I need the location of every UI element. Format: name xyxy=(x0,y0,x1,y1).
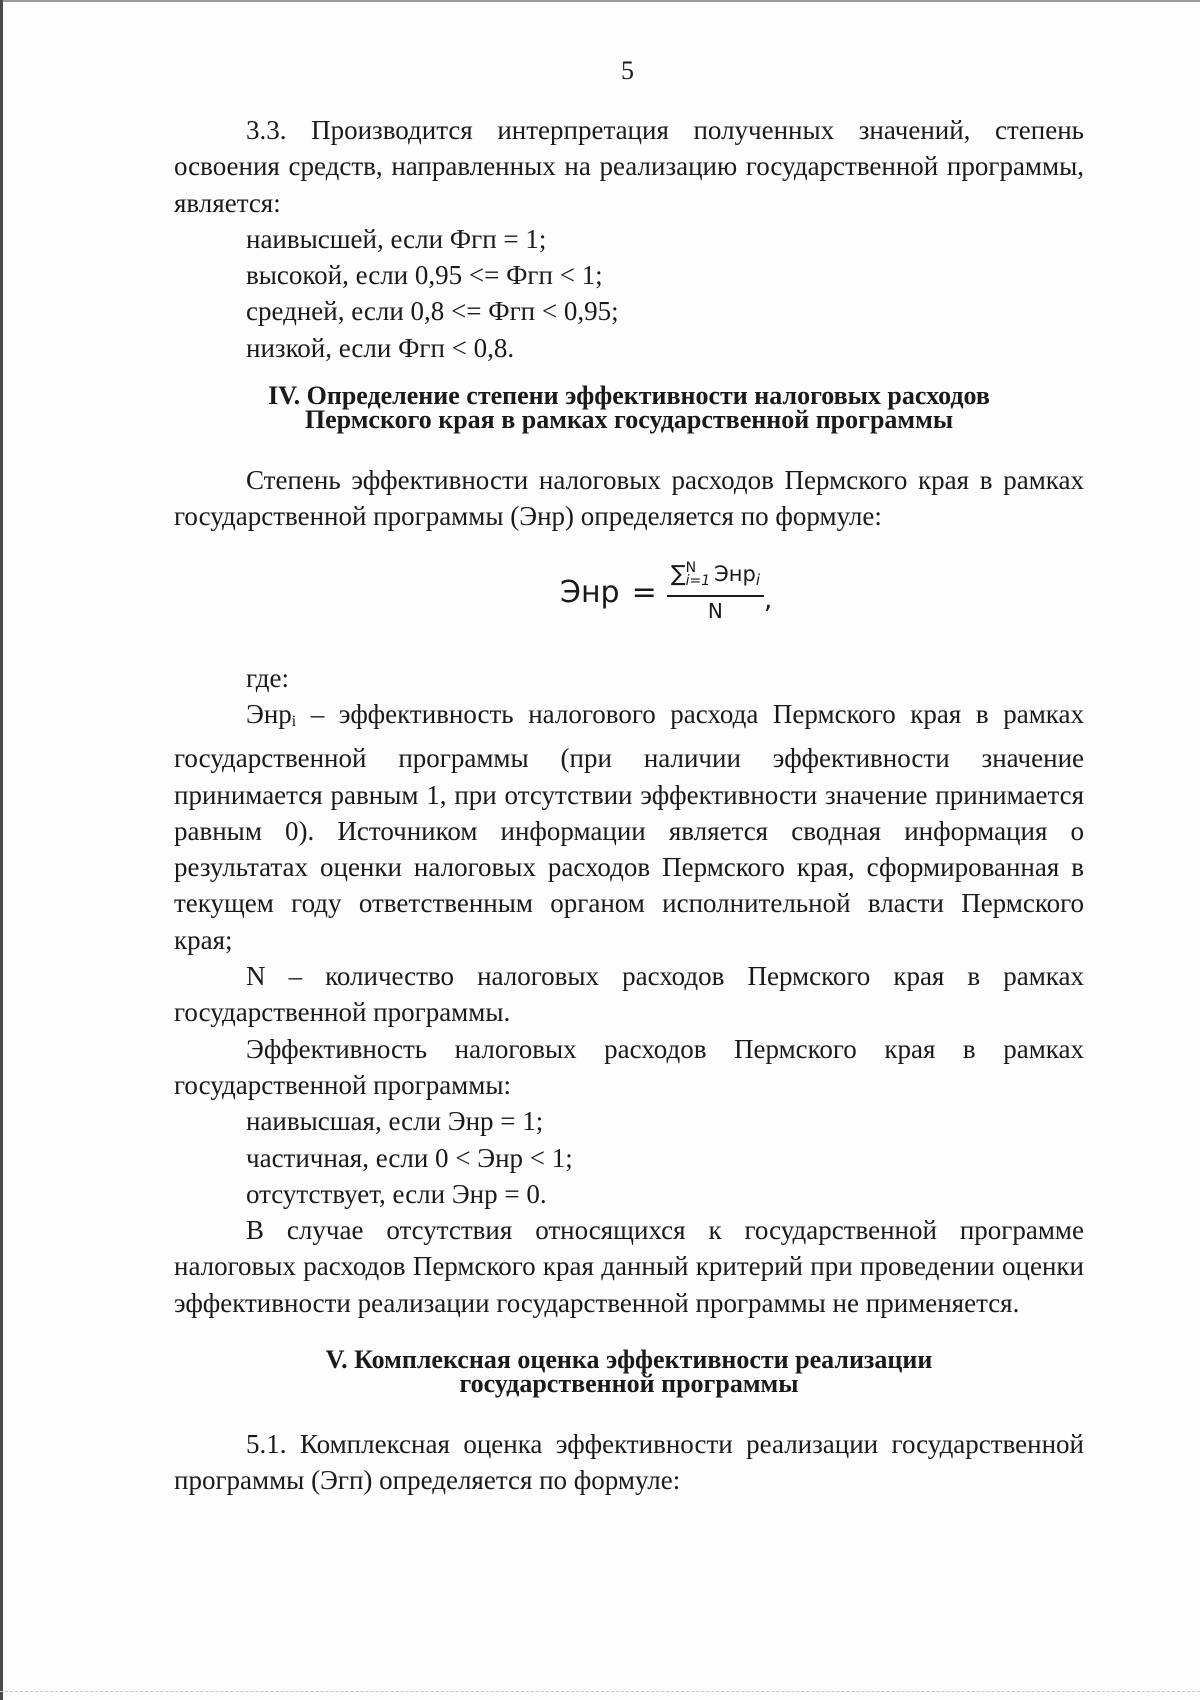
formula-lhs: Энр xyxy=(560,574,620,610)
scan-edge-top xyxy=(0,0,1200,2)
paragraph-5-1: 5.1. Комплексная оценка эффективности реализации государственной программы (Эгп) определяется по формуле: xyxy=(174,1429,1084,1496)
scan-edge-left xyxy=(0,0,3,1700)
list-item-enr-1: наивысшая, если Энр = 1; xyxy=(246,1106,544,1137)
definition-enri-sub: i xyxy=(291,712,297,730)
section-heading-4-line-1: IV. Определение степени эффективности налоговых расходов xyxy=(268,381,990,411)
definition-enri-term: Энр xyxy=(246,698,292,729)
paragraph-eff-intro: Эффективность налоговых расходов Пермского края в рамках государственной программы: xyxy=(174,1033,1084,1100)
formula-term-sub: i xyxy=(755,570,761,589)
formula-numerator xyxy=(667,561,764,597)
section-heading-5 xyxy=(174,1345,1084,1399)
formula-enr xyxy=(174,535,1084,660)
formula-term: Энр xyxy=(714,561,756,586)
formula-sum-lower: i=1 xyxy=(685,572,711,589)
list-item-fgp-4: низкой, если Фгп < 0,8. xyxy=(246,332,515,363)
formula-equals: = xyxy=(631,574,657,610)
formula-comma: , xyxy=(764,585,773,616)
where-label: где: xyxy=(246,662,289,693)
document-body xyxy=(174,112,1084,1499)
formula-sum-sign: ∑ xyxy=(670,561,686,587)
formula-sum-upper: N xyxy=(685,559,697,576)
formula-sum-limits xyxy=(685,559,711,589)
formula-denominator: N xyxy=(707,598,723,623)
paragraph-absence: В случае отсутствия относящихся к государственной программе налоговых расходов Пермского края данный критерий при проведении оценки эффективности реализации государственной программы не применяется. xyxy=(174,1215,1084,1318)
list-item-enr-2: частичная, если 0 < Энр < 1; xyxy=(246,1142,573,1173)
paragraph-3-3: 3.3. Производится интерпретация полученных значений, степень освоения средств, направленных на реализацию государственной программы, является: xyxy=(174,115,1084,218)
list-item-enr-3: отсутствует, если Энр = 0. xyxy=(246,1178,547,1209)
definition-n: N – количество налоговых расходов Пермского края в рамках государственной программы. xyxy=(174,961,1084,1028)
paragraph-enr-intro: Степень эффективности налоговых расходов Пермского края в рамках государственной программы (Энр) определяется по формуле: xyxy=(174,465,1084,532)
section-heading-5-line-1: V. Комплексная оценка эффективности реализации xyxy=(325,1345,933,1375)
page-number: 5 xyxy=(621,56,634,85)
scan-edge-bottom xyxy=(0,1691,1200,1692)
definition-enri-text: – эффективность налогового расхода Пермского края в рамках государственной программы (при наличии эффективности значение принимается равным 1, при отсутствии эффективности значение принимается равным 0). Источником информации является сводная информация о результатах оценки налоговых расходов Пермского края, сформированная в текущем году ответственным органом исполнительной власти Пермского края; xyxy=(174,698,1084,955)
section-heading-5-line-2: государственной программы xyxy=(459,1369,799,1399)
definition-enri xyxy=(174,696,1084,958)
section-heading-4 xyxy=(174,381,1084,435)
formula-fraction xyxy=(667,561,764,625)
list-item-fgp-2: высокой, если 0,95 <= Фгп < 1; xyxy=(246,260,603,291)
list-item-fgp-1: наивысшей, если Фгп = 1; xyxy=(246,223,547,254)
section-heading-4-line-2: Пермского края в рамках государственной программы xyxy=(304,405,954,435)
list-item-fgp-3: средней, если 0,8 <= Фгп < 0,95; xyxy=(246,296,619,327)
